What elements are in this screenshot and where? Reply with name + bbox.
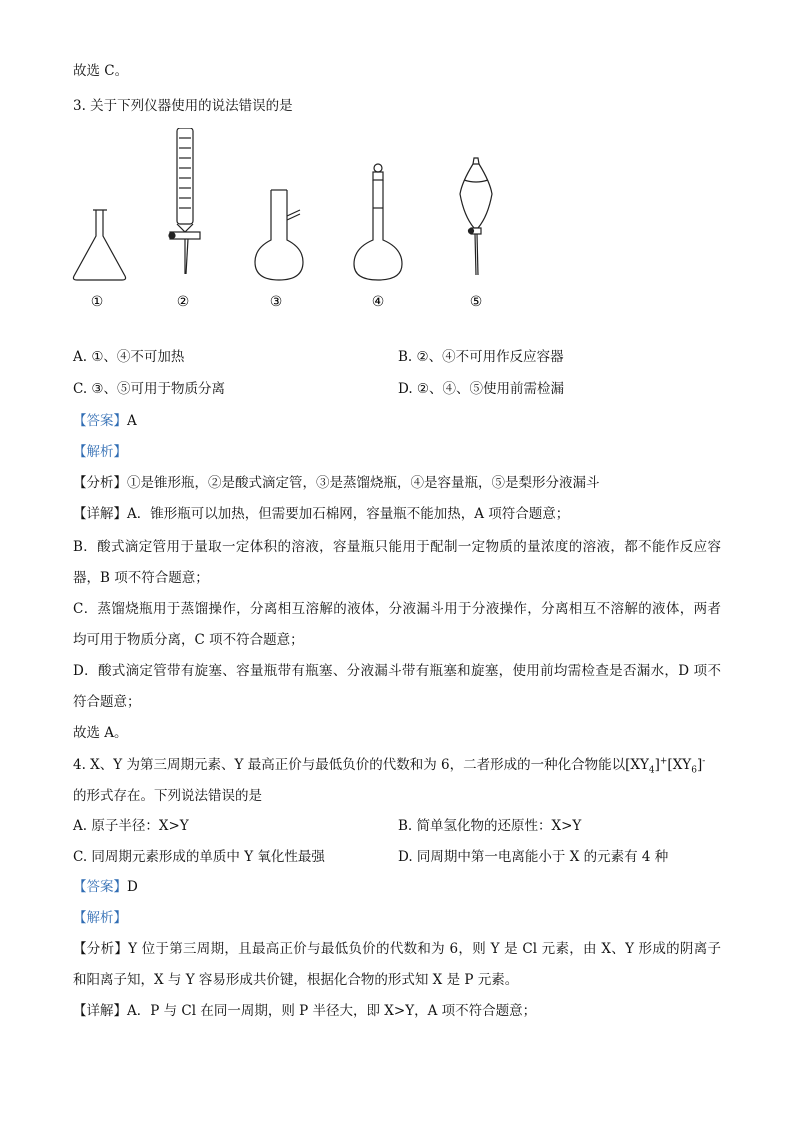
figure-label: ⑤ [469, 294, 483, 310]
option-c: C. 同周期元素形成的单质中 Y 氧化性最强 [73, 849, 325, 865]
text-line: 故选 A。 [73, 725, 128, 741]
detail-text: A．锥形瓶可以加热，但需要加石棉网，容量瓶不能加热，A 项符合题意； [127, 506, 570, 522]
option-d: D. 同周期中第一电离能小于 X 的元素有 4 种 [398, 849, 669, 865]
option-d: D. ②、④、⑤使用前需检漏 [398, 381, 565, 397]
superscript: + [659, 756, 668, 767]
option-c: C. ③、⑤可用于物质分离 [73, 381, 226, 397]
answer-tag: 【答案】 [73, 879, 127, 895]
separatory-funnel-icon [460, 158, 492, 275]
detail-prefix: 【详解】 [73, 1003, 127, 1019]
question-4-text: 4. X、Y 为第三周期元素、Y 最高正价与最低负价的代数和为 6，二者形成的一种化合物能以[XY [73, 757, 649, 773]
burette-icon [169, 128, 200, 274]
formula-part: [XY [667, 757, 692, 773]
answer-value: D [127, 879, 138, 895]
analysis-tag [73, 443, 127, 461]
answer-line [73, 878, 138, 896]
answer-tag: 【答案】 [73, 413, 127, 429]
analysis-tag [73, 909, 127, 927]
text-line: 故选 C。 [73, 63, 129, 79]
apparatus-figure [60, 128, 600, 314]
analysis-line [73, 940, 721, 958]
question-4: 4. X、Y 为第三周期元素、Y 最高正价与最低负价的代数和为 6，二者形成的一种化合物能以$[XY_4]^+[XY_6]^-$ [73, 756, 706, 776]
option-b: B. ②、④不可用作反应容器 [398, 349, 564, 365]
detail-text: A．P 与 Cl 在同一周期，则 P 半径大，即 X>Y，A 项不符合题意； [127, 1003, 537, 1019]
text-line: D．酸式滴定管带有旋塞、容量瓶带有瓶塞、分液漏斗带有瓶塞和旋塞，使用前均需检查是否漏水，D 项不 [73, 663, 721, 679]
figure-label: ② [176, 294, 190, 310]
text-line: C．蒸馏烧瓶用于蒸馏操作，分离相互溶解的液体，分液漏斗用于分液操作，分离相互不溶解的液体，两者 [73, 601, 721, 617]
analysis-text: Y 位于第三周期，且最高正价与最低负价的代数和为 6，则 Y 是 Cl 元素，由 X、Y 形成的阴离子 [128, 941, 721, 957]
figure-label: ④ [371, 294, 385, 310]
analysis-label: 【解析】 [73, 910, 127, 926]
text-line: B．酸式滴定管用于量取一定体积的溶液，容量瓶只能用于配制一定物质的量浓度的溶液，都不能作反应容 [73, 539, 721, 555]
text-line: 器，B 项不符合题意； [73, 570, 209, 586]
option-a: A. ①、④不可加热 [73, 349, 185, 365]
detail-prefix: 【详解】 [73, 506, 127, 522]
text-line: 均可用于物质分离，C 项不符合题意； [73, 632, 304, 648]
superscript: - [702, 756, 706, 767]
question-3: 3. 关于下列仪器使用的说法错误的是 [73, 98, 293, 114]
option-a: A. 原子半径：X>Y [73, 818, 189, 834]
answer-line [73, 412, 137, 430]
analysis-text: ①是锥形瓶，②是酸式滴定管，③是蒸馏烧瓶，④是容量瓶，⑤是梨形分液漏斗 [127, 475, 600, 491]
detail-line [73, 505, 569, 523]
volumetric-flask-icon [354, 164, 402, 280]
distilling-flask-icon [255, 190, 303, 280]
text-line: 符合题意； [73, 694, 141, 710]
analysis-line [73, 474, 600, 492]
subscript: 6 [691, 765, 697, 776]
subscript: 4 [648, 765, 655, 776]
figure-label: ① [90, 294, 104, 310]
detail-line [73, 1002, 536, 1020]
answer-value: A [127, 413, 137, 429]
option-b: B. 简单氢化物的还原性：X>Y [398, 818, 582, 834]
text-line: 和阳离子知，X 与 Y 容易形成共价键，根据化合物的形式知 X 是 P 元素。 [73, 972, 519, 988]
conical-flask-icon [73, 210, 125, 280]
text-line: 的形式存在。下列说法错误的是 [73, 788, 262, 804]
analysis-label: 【解析】 [73, 444, 127, 460]
analysis-prefix: 【分析】 [73, 475, 127, 491]
figure-label: ③ [269, 294, 283, 310]
analysis-prefix: 【分析】 [73, 941, 129, 957]
